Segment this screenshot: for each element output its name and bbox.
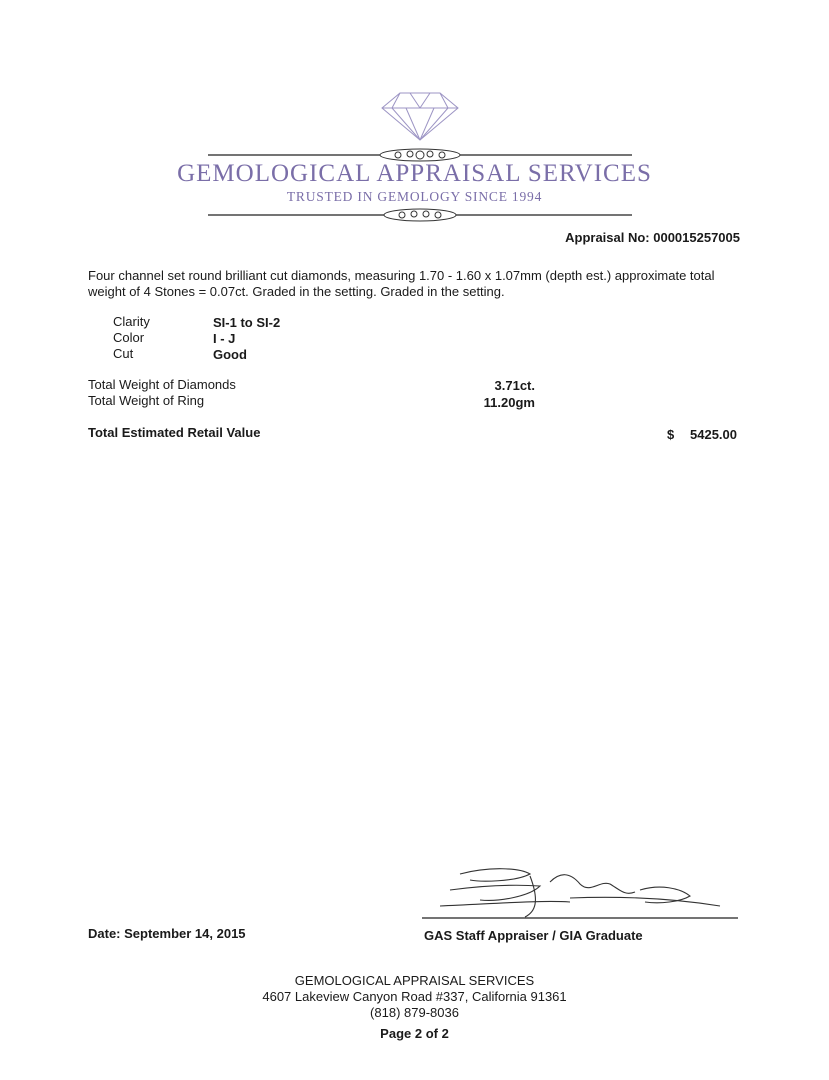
spec-value-color: I - J	[213, 331, 236, 346]
weight-label-ring: Total Weight of Ring	[88, 393, 205, 408]
weight-label-diamonds: Total Weight of Diamonds	[88, 377, 236, 392]
appraisal-date: Date: September 14, 2015	[88, 926, 246, 941]
brand-tagline: TRUSTED IN GEMOLOGY SINCE 1994	[286, 189, 543, 204]
spec-value-cut: Good	[213, 347, 247, 362]
weight-value-ring: 11.20gm	[483, 395, 535, 410]
diamond-logo-icon	[200, 88, 640, 228]
signature-icon	[420, 862, 740, 922]
total-value-label: Total Estimated Retail Value	[88, 425, 261, 440]
footer-address: 4607 Lakeview Canyon Road #337, California 91361	[262, 989, 567, 1004]
appraiser-title: GAS Staff Appraiser / GIA Graduate	[424, 928, 643, 943]
appraisal-number: Appraisal No: 000015257005	[565, 230, 740, 245]
spec-value-clarity: SI-1 to SI-2	[213, 315, 281, 330]
spec-label-color: Color	[113, 330, 145, 345]
weight-value-diamonds: 3.71ct.	[494, 378, 535, 393]
total-value-amount: 5425.00	[690, 427, 737, 442]
currency-symbol: $	[667, 427, 675, 442]
item-description: Four channel set round brilliant cut diamonds, measuring 1.70 - 1.60 x 1.07mm (depth est.) approximate total weight of 4 Stones = 0.07ct. Graded in the setting. Graded in the setting.	[88, 268, 715, 299]
page-number: Page 2 of 2	[380, 1026, 449, 1041]
footer-company: GEMOLOGICAL APPRAISAL SERVICES	[294, 973, 535, 988]
spec-label-cut: Cut	[113, 346, 134, 361]
brand-title: GEMOLOGICAL APPRAISAL SERVICES	[177, 160, 652, 187]
footer-phone: (818) 879-8036	[370, 1005, 459, 1020]
spec-label-clarity: Clarity	[113, 314, 150, 329]
